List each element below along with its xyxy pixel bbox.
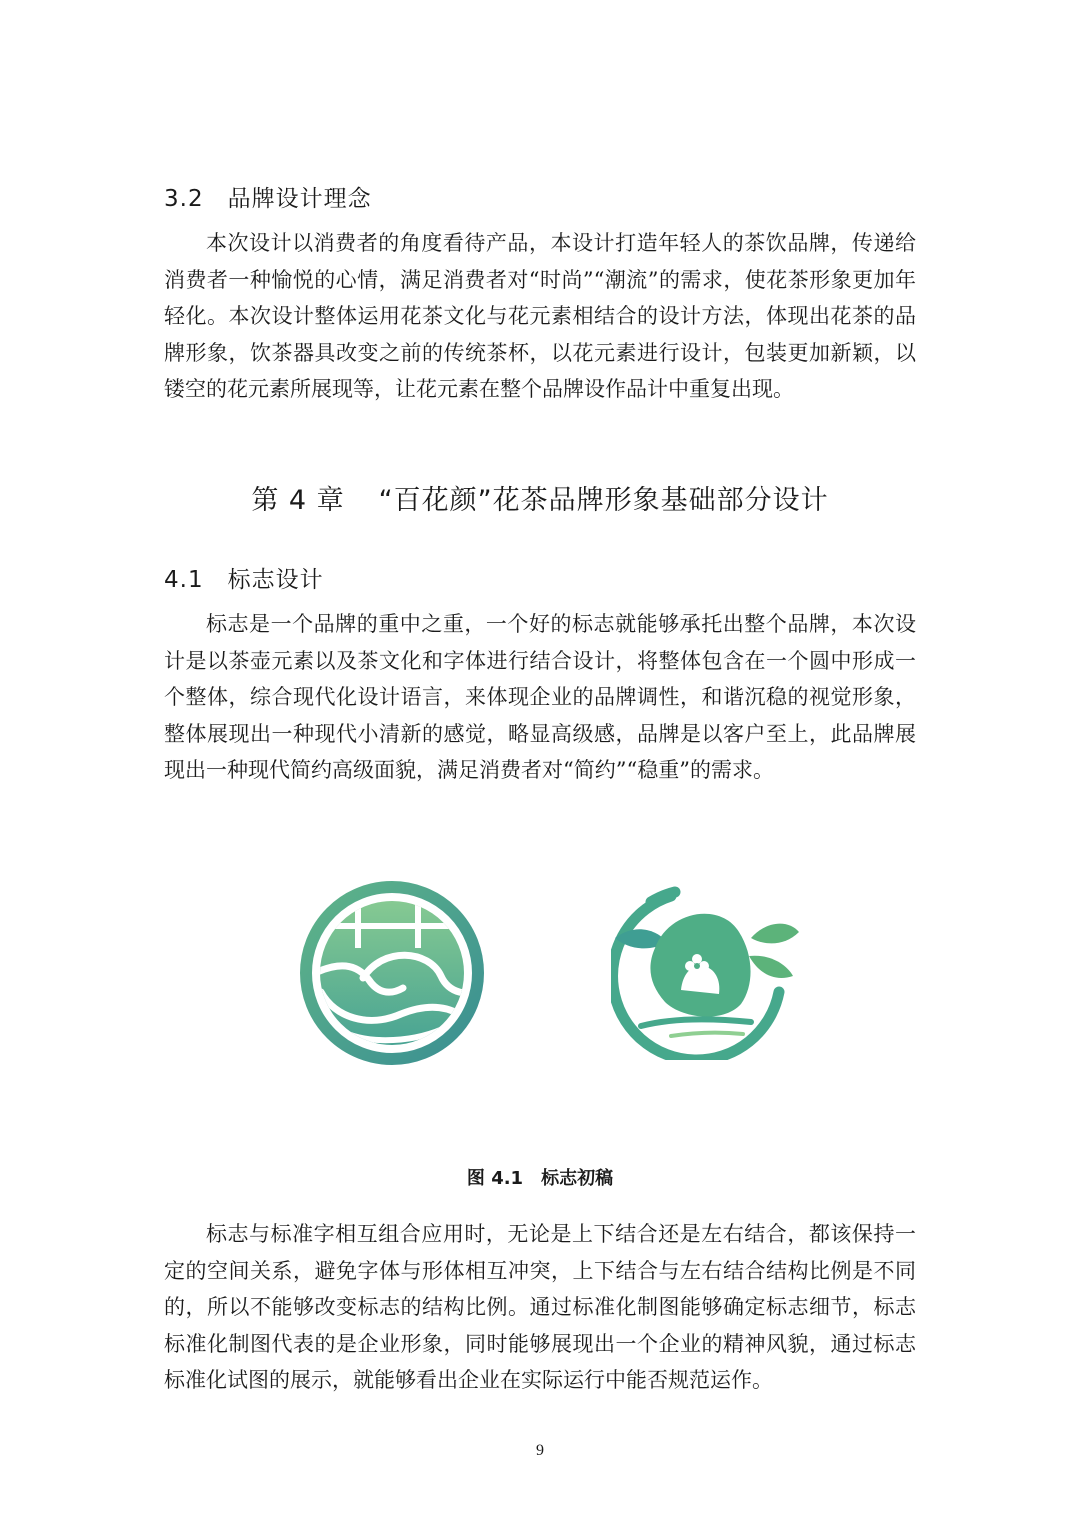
section-number: 3.2: [164, 186, 204, 212]
section-title: 品牌设计理念: [227, 186, 372, 212]
section-number: 4.1: [164, 567, 204, 593]
page-number: 9: [536, 1442, 544, 1459]
section-heading-3-2: [164, 180, 372, 213]
teapot-leaf-circle-logo: [611, 880, 803, 1060]
section-title: 标志设计: [227, 567, 324, 593]
flower-character-circle-logo: [299, 880, 485, 1066]
figure-number: 图 4.1: [466, 1168, 524, 1189]
section-heading-4-1: [164, 561, 324, 594]
figure-caption-text: 标志初稿: [541, 1168, 614, 1189]
closing-paragraph: 标志与标准字相互组合应用时，无论是上下结合还是左右结合，都该保持一定的空间关系，避免字体与形体相互冲突，上下结合与左右结合结构比例是不同的，所以不能够改变标志的结构比例。通过标准化制图能够确定标志细节，标志标准化制图代表的是企业形象，同时能够展现出一个企业的精神风貌，通过标志标准化试图的展示，就能够看出企业在实际运行中能否规范运作。: [164, 1222, 916, 1392]
chapter-title: “百花颜”花茶品牌形象基础部分设计: [378, 485, 829, 516]
chapter-number: 第 4 章: [251, 485, 345, 516]
section-4-1-paragraph: 标志是一个品牌的重中之重，一个好的标志就能够承托出整个品牌，本次设计是以茶壶元素以及茶文化和字体进行结合设计，将整体包含在一个圆中形成一个整体，综合现代化设计语言，来体现企业的品牌调性，和谐沉稳的视觉形象，整体展现出一种现代小清新的感觉，略显高级感，品牌是以客户至上，此品牌展现出一种现代简约高级面貌，满足消费者对“简约”“稳重”的需求。: [164, 612, 916, 782]
section-3-2-paragraph: 本次设计以消费者的角度看待产品，本设计打造年轻人的茶饮品牌，传递给消费者一种愉悦的心情，满足消费者对“时尚”“潮流”的需求，使花茶形象更加年轻化。本次设计整体运用花茶文化与花元素相结合的设计方法，体现出花茶的品牌形象，饮茶器具改变之前的传统茶杯，以花元素进行设计，包装更加新颖，以镂空的花元素所展现等，让花元素在整个品牌设作品计中重复出现。: [164, 231, 916, 401]
chapter-heading: [0, 478, 1080, 517]
figure-caption: [0, 1164, 1080, 1190]
